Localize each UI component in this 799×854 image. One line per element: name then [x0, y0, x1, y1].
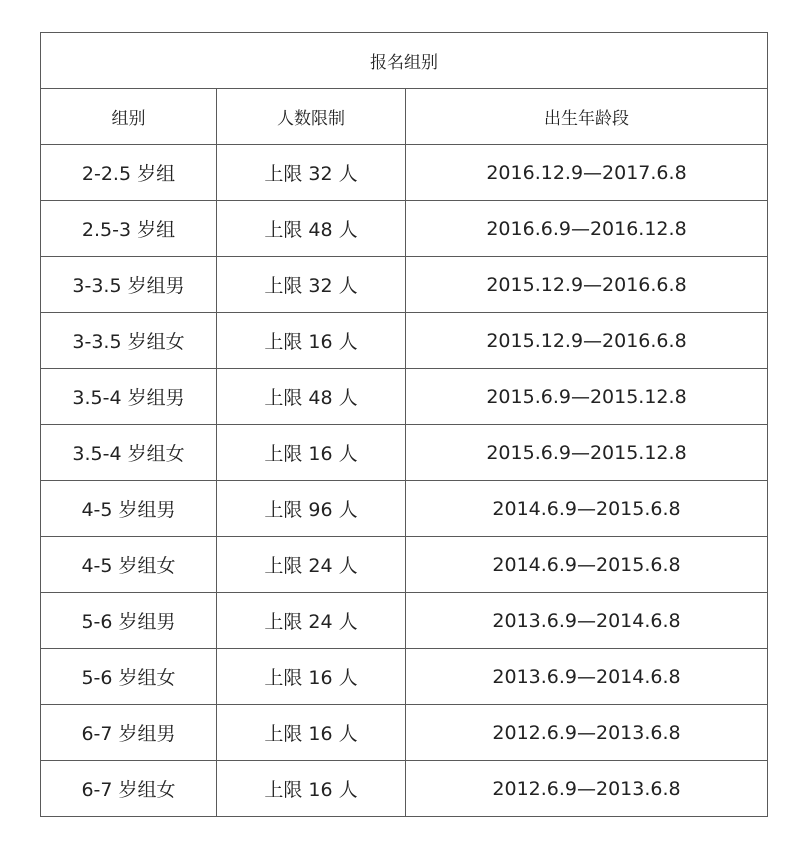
birth-range-cell: 2016.6.9—2016.12.8: [406, 201, 768, 257]
table-row: [41, 313, 768, 369]
table-title: 报名组别: [41, 33, 768, 89]
capacity-cell: 上限 32 人: [217, 145, 406, 201]
column-header-birth-range: 出生年龄段: [406, 89, 768, 145]
capacity-cell: 上限 16 人: [217, 705, 406, 761]
table-row: [41, 201, 768, 257]
birth-range-cell: 2012.6.9—2013.6.8: [406, 761, 768, 817]
capacity-cell: 上限 32 人: [217, 257, 406, 313]
capacity-cell: 上限 24 人: [217, 537, 406, 593]
column-header-group: 组别: [41, 89, 217, 145]
birth-range-cell: 2015.6.9—2015.12.8: [406, 425, 768, 481]
group-cell: 2.5-3 岁组: [41, 201, 217, 257]
capacity-cell: 上限 16 人: [217, 313, 406, 369]
capacity-cell: 上限 48 人: [217, 201, 406, 257]
birth-range-cell: 2013.6.9—2014.6.8: [406, 593, 768, 649]
group-cell: 6-7 岁组男: [41, 705, 217, 761]
group-cell: 3-3.5 岁组女: [41, 313, 217, 369]
birth-range-cell: 2015.12.9—2016.6.8: [406, 313, 768, 369]
birth-range-cell: 2014.6.9—2015.6.8: [406, 537, 768, 593]
group-cell: 6-7 岁组女: [41, 761, 217, 817]
registration-group-table: [40, 32, 768, 817]
table-row: [41, 369, 768, 425]
capacity-cell: 上限 48 人: [217, 369, 406, 425]
birth-range-cell: 2013.6.9—2014.6.8: [406, 649, 768, 705]
column-header-capacity: 人数限制: [217, 89, 406, 145]
birth-range-cell: 2015.6.9—2015.12.8: [406, 369, 768, 425]
group-cell: 5-6 岁组男: [41, 593, 217, 649]
group-cell: 3.5-4 岁组男: [41, 369, 217, 425]
table-row: [41, 593, 768, 649]
table-row: [41, 761, 768, 817]
capacity-cell: 上限 16 人: [217, 761, 406, 817]
table-row: [41, 257, 768, 313]
group-cell: 3.5-4 岁组女: [41, 425, 217, 481]
birth-range-cell: 2016.12.9—2017.6.8: [406, 145, 768, 201]
capacity-cell: 上限 16 人: [217, 425, 406, 481]
table-row: [41, 537, 768, 593]
table-header-row: [41, 89, 768, 145]
birth-range-cell: 2015.12.9—2016.6.8: [406, 257, 768, 313]
group-cell: 4-5 岁组女: [41, 537, 217, 593]
group-cell: 4-5 岁组男: [41, 481, 217, 537]
group-cell: 3-3.5 岁组男: [41, 257, 217, 313]
group-cell: 2-2.5 岁组: [41, 145, 217, 201]
table-row: [41, 705, 768, 761]
table-row: [41, 481, 768, 537]
capacity-cell: 上限 16 人: [217, 649, 406, 705]
table-row: [41, 145, 768, 201]
birth-range-cell: 2012.6.9—2013.6.8: [406, 705, 768, 761]
capacity-cell: 上限 96 人: [217, 481, 406, 537]
birth-range-cell: 2014.6.9—2015.6.8: [406, 481, 768, 537]
group-cell: 5-6 岁组女: [41, 649, 217, 705]
table-title-row: [41, 33, 768, 89]
table-row: [41, 649, 768, 705]
registration-table-container: [40, 32, 767, 817]
capacity-cell: 上限 24 人: [217, 593, 406, 649]
table-row: [41, 425, 768, 481]
